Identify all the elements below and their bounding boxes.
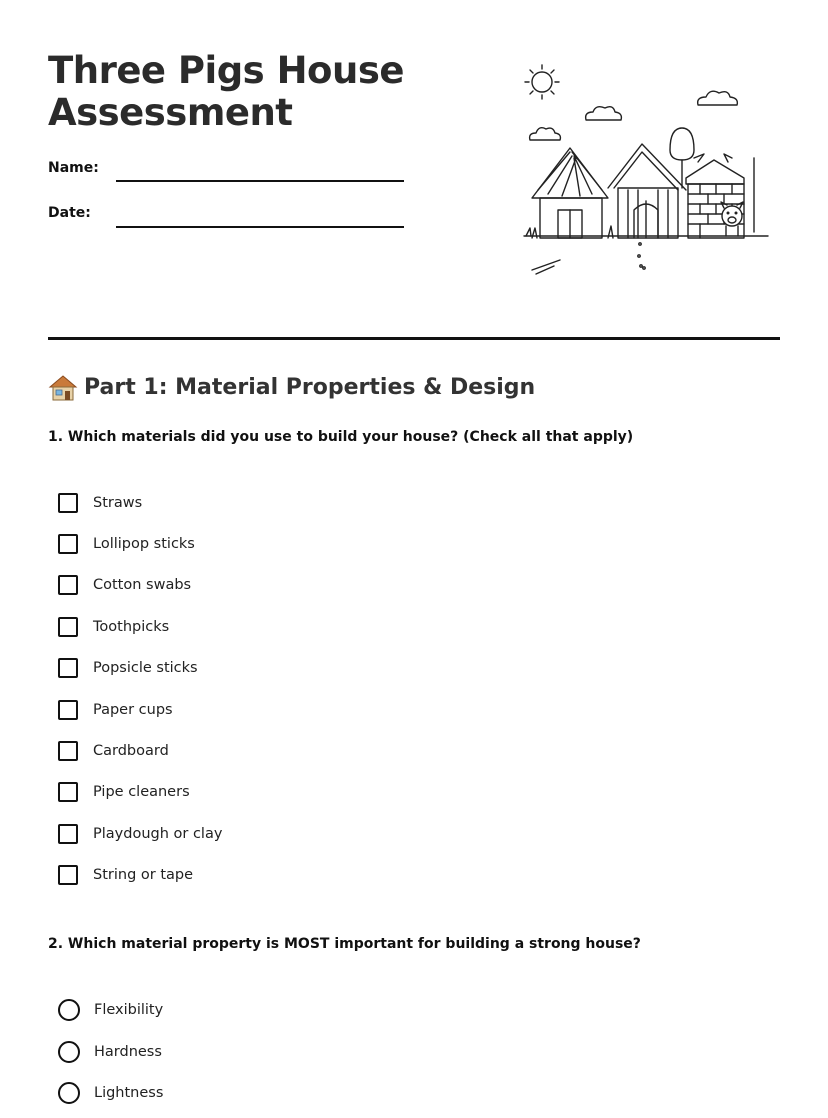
q1-option[interactable] bbox=[58, 698, 173, 722]
checkbox[interactable] bbox=[58, 782, 78, 802]
question-2: 2. Which material property is MOST important for building a strong house? bbox=[48, 936, 641, 952]
tree-icon bbox=[670, 128, 694, 188]
option-label: Straws bbox=[93, 495, 143, 511]
option-label: Toothpicks bbox=[93, 619, 170, 635]
option-label: String or tape bbox=[93, 867, 194, 883]
q1-option[interactable] bbox=[58, 822, 222, 846]
cloud-icon bbox=[698, 91, 738, 105]
date-field[interactable] bbox=[116, 226, 404, 228]
page-title: Three Pigs House Assessment bbox=[48, 49, 404, 134]
option-label: Cotton swabs bbox=[93, 577, 192, 593]
checkbox[interactable] bbox=[58, 534, 78, 554]
option-label: Cardboard bbox=[93, 743, 169, 759]
q1-option[interactable] bbox=[58, 615, 169, 639]
checkbox[interactable] bbox=[58, 493, 78, 513]
section-title: Part 1: Material Properties & Design bbox=[84, 375, 536, 400]
q2-option[interactable] bbox=[58, 998, 163, 1022]
straw-house-icon bbox=[526, 148, 613, 238]
option-label: Popsicle sticks bbox=[93, 660, 198, 676]
q1-option[interactable] bbox=[58, 780, 190, 804]
cloud-icon bbox=[530, 128, 561, 140]
name-label: Name: bbox=[48, 160, 99, 176]
checkbox[interactable] bbox=[58, 658, 78, 678]
section-heading bbox=[48, 372, 535, 404]
checkbox[interactable] bbox=[58, 824, 78, 844]
name-field[interactable] bbox=[116, 180, 404, 182]
option-label: Playdough or clay bbox=[93, 826, 223, 842]
option-label: Lollipop sticks bbox=[93, 536, 195, 552]
sun-icon bbox=[525, 65, 559, 99]
radio-button[interactable] bbox=[58, 999, 80, 1021]
option-label: Hardness bbox=[94, 1044, 162, 1060]
checkbox[interactable] bbox=[58, 700, 78, 720]
option-label: Pipe cleaners bbox=[93, 784, 190, 800]
q1-option[interactable] bbox=[58, 656, 198, 680]
q1-option[interactable] bbox=[58, 863, 193, 887]
option-label: Paper cups bbox=[93, 702, 173, 718]
cloud-icon bbox=[586, 107, 622, 120]
checkbox[interactable] bbox=[58, 575, 78, 595]
radio-button[interactable] bbox=[58, 1082, 80, 1104]
option-label: Flexibility bbox=[94, 1002, 164, 1018]
question-1: 1. Which materials did you use to build your house? (Check all that apply) bbox=[48, 429, 634, 445]
date-label: Date: bbox=[48, 205, 91, 221]
checkbox[interactable] bbox=[58, 865, 78, 885]
checkbox[interactable] bbox=[58, 741, 78, 761]
q1-option[interactable] bbox=[58, 573, 191, 597]
q2-option[interactable] bbox=[58, 1081, 163, 1105]
radio-button[interactable] bbox=[58, 1041, 80, 1063]
house-icon bbox=[48, 374, 78, 402]
q1-option[interactable] bbox=[58, 532, 195, 556]
section-divider bbox=[48, 337, 780, 340]
q2-option[interactable] bbox=[58, 1040, 162, 1064]
option-label: Lightness bbox=[94, 1085, 164, 1101]
three-pigs-illustration bbox=[518, 60, 778, 285]
brick-house-icon bbox=[686, 158, 754, 238]
q1-option[interactable] bbox=[58, 739, 169, 763]
q1-option[interactable] bbox=[58, 491, 142, 515]
checkbox[interactable] bbox=[58, 617, 78, 637]
